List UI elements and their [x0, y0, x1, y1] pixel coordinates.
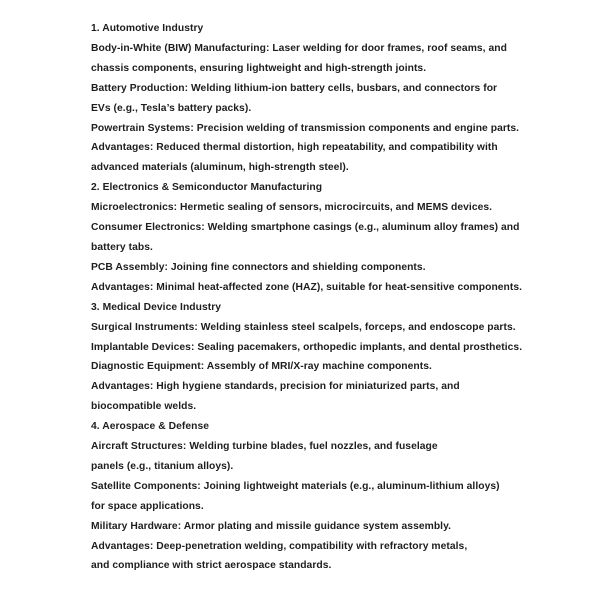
- text-line: Surgical Instruments: Welding stainless steel scalpels, forceps, and endoscope parts.: [91, 321, 516, 333]
- section-heading-electronics: 2. Electronics & Semiconductor Manufacturing: [91, 182, 323, 194]
- text-line: EVs (e.g., Tesla’s battery packs).: [91, 102, 252, 114]
- text-line: panels (e.g., titanium alloys).: [91, 460, 234, 472]
- text-line: Battery Production: Welding lithium-ion battery cells, busbars, and connectors for: [91, 82, 498, 94]
- text-line: Advantages: High hygiene standards, precision for miniaturized parts, and: [91, 381, 460, 393]
- text-line: advanced materials (aluminum, high-strength steel).: [91, 162, 349, 174]
- text-line: chassis components, ensuring lightweight and high-strength joints.: [91, 62, 427, 74]
- text-line: Advantages: Reduced thermal distortion, high repeatability, and compatibility with: [91, 142, 498, 154]
- section-heading-automotive: 1. Automotive Industry: [91, 23, 204, 34]
- text-line: Advantages: Deep-penetration welding, compatibility with refractory metals,: [91, 540, 468, 552]
- text-line: biocompatible welds.: [91, 401, 197, 413]
- text-line: for space applications.: [91, 500, 204, 512]
- text-line: Body-in-White (BIW) Manufacturing: Laser welding for door frames, roof seams, and: [91, 42, 507, 54]
- text-line: Aircraft Structures: Welding turbine blades, fuel nozzles, and fuselage: [91, 441, 438, 453]
- text-line: Implantable Devices: Sealing pacemakers, orthopedic implants, and dental prosthetics.: [91, 341, 523, 353]
- text-line: Diagnostic Equipment: Assembly of MRI/X-ray machine components.: [91, 361, 432, 373]
- document-page: [91, 19, 561, 576]
- text-line: Satellite Components: Joining lightweight materials (e.g., aluminum-lithium alloys): [91, 480, 500, 492]
- text-line: Powertrain Systems: Precision welding of transmission components and engine parts.: [91, 122, 520, 134]
- text-line: battery tabs.: [91, 241, 153, 253]
- section-heading-aerospace: 4. Aerospace & Defense: [91, 421, 210, 433]
- text-line: Consumer Electronics: Welding smartphone casings (e.g., aluminum alloy frames) and: [91, 222, 520, 234]
- text-line: Military Hardware: Armor plating and missile guidance system assembly.: [91, 520, 452, 532]
- section-heading-medical: 3. Medical Device Industry: [91, 301, 222, 313]
- text-line: Advantages: Minimal heat-affected zone (HAZ), suitable for heat-sensitive components.: [91, 281, 523, 293]
- text-line: and compliance with strict aerospace standards.: [91, 560, 332, 572]
- text-line: PCB Assembly: Joining fine connectors and shielding components.: [91, 261, 426, 273]
- text-line: Microelectronics: Hermetic sealing of sensors, microcircuits, and MEMS devices.: [91, 202, 493, 214]
